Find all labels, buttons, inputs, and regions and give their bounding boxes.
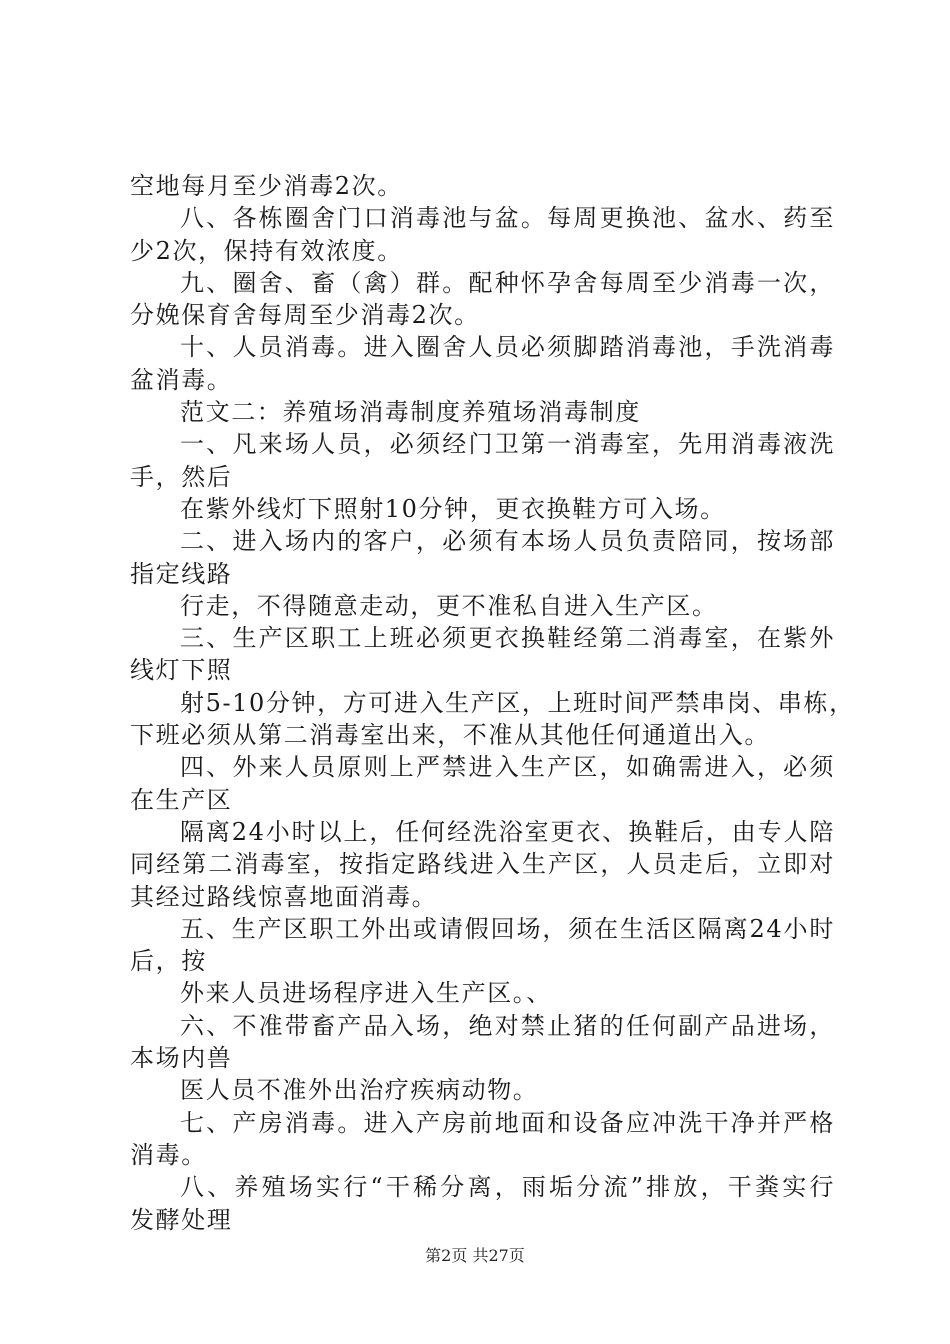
text-line: 隔离24小时以上，任何经洗浴室更衣、换鞋后，由专人陪 bbox=[180, 817, 835, 846]
text-line: 同经第二消毒室，按指定路线进入生产区，人员走后，立即对 bbox=[130, 850, 835, 879]
text-line: 发酵处理 bbox=[130, 1205, 233, 1234]
text-line: 六、不准带畜产品入场，绝对禁止猪的任何副产品进场， bbox=[180, 1011, 835, 1040]
text-line: 分娩保育舍每周至少消毒2次。 bbox=[130, 301, 480, 330]
text-line: 二、进入场内的客户，必须有本场人员负责陪同，按场部 bbox=[180, 527, 835, 556]
text-line: 十、人员消毒。进入圈舍人员必须脚踏消毒池，手洗消毒 bbox=[180, 333, 835, 362]
text-line: 指定线路 bbox=[130, 559, 233, 588]
text-line: 一、凡来场人员，必须经门卫第一消毒室，先用消毒液洗 bbox=[180, 430, 835, 459]
text-line: 医人员不准外出治疗疾病动物。 bbox=[180, 1076, 539, 1105]
text-line: 在紫外线灯下照射10分钟，更衣换鞋方可入场。 bbox=[180, 494, 726, 523]
text-line: 少2次，保持有效浓度。 bbox=[130, 236, 403, 265]
text-line: 消毒。 bbox=[130, 1140, 207, 1169]
text-line: 五、生产区职工外出或请假回场，须在生活区隔离24小时 bbox=[180, 914, 835, 943]
text-line: 八、各栋圈舍门口消毒池与盆。每周更换池、盆水、药至 bbox=[180, 204, 835, 233]
text-line: 后，按 bbox=[130, 947, 207, 976]
text-line: 外来人员进场程序进入生产区。、 bbox=[180, 979, 552, 1008]
text-line: 下班必须从第二消毒室出来，不准从其他任何通道出入。 bbox=[130, 721, 770, 750]
text-line: 九、圈舍、畜（禽）群。配种怀孕舍每周至少消毒一次， bbox=[180, 268, 835, 297]
document-body bbox=[130, 170, 855, 1236]
text-line: 八、养殖场实行“干稀分离，雨垢分流”排放，干粪实行 bbox=[180, 1173, 835, 1202]
text-line: 手，然后 bbox=[130, 462, 233, 491]
text-line: 行走，不得随意走动，更不准私自进入生产区。 bbox=[180, 591, 718, 620]
text-line: 线灯下照 bbox=[130, 656, 233, 685]
text-line: 七、产房消毒。进入产房前地面和设备应冲洗干净并严格 bbox=[180, 1108, 835, 1137]
text-line: 在生产区 bbox=[130, 785, 233, 814]
text-line: 四、外来人员原则上严禁进入生产区，如确需进入，必须 bbox=[180, 753, 835, 782]
page-footer: 第2页 共27页 bbox=[425, 1246, 525, 1265]
text-line: 盆消毒。 bbox=[130, 365, 233, 394]
text-line: 空地每月至少消毒2次。 bbox=[130, 172, 403, 200]
text-line: 三、生产区职工上班必须更衣换鞋经第二消毒室，在紫外 bbox=[180, 624, 835, 653]
text-line: 射5-10分钟，方可进入生产区，上班时间严禁串岗、串栋， bbox=[180, 688, 855, 717]
text-line: 范文二：养殖场消毒制度养殖场消毒制度 bbox=[180, 398, 641, 427]
text-line: 其经过路线惊喜地面消毒。 bbox=[130, 882, 438, 911]
text-line: 本场内兽 bbox=[130, 1044, 233, 1073]
